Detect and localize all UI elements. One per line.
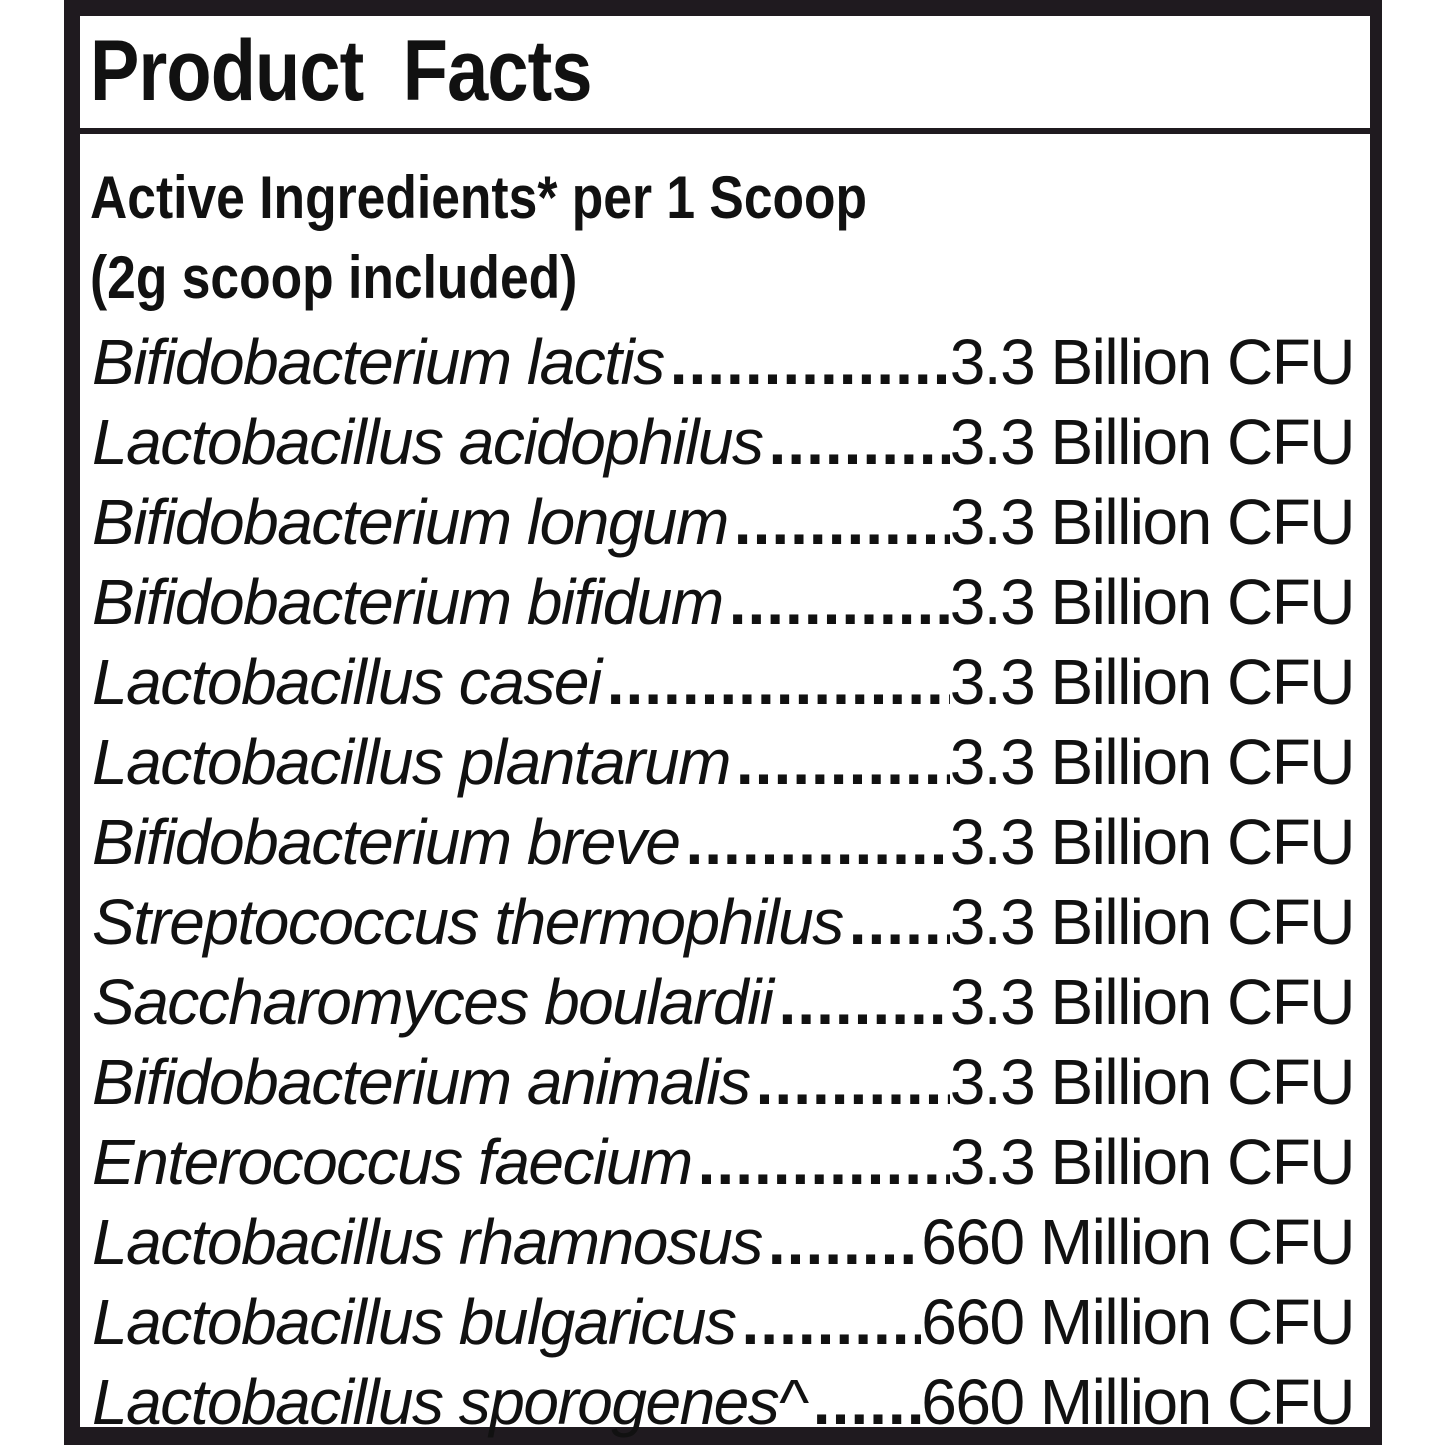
ingredient-name: Streptococcus thermophilus [92,886,843,958]
ingredient-name: Lactobacillus plantarum [92,726,730,798]
dot-leader [763,402,950,482]
ingredient-name: Saccharomyces boulardii [92,966,773,1038]
dot-leader [736,1282,922,1362]
ingredient-name: Bifidobacterium animalis [92,1046,750,1118]
dot-leader [679,802,949,882]
ingredient-row [92,402,1354,482]
dot-leader [728,482,950,562]
ingredient-name: Bifidobacterium breve [92,806,680,878]
dot-leader [773,962,950,1042]
ingredient-row [92,642,1354,722]
dot-leader [692,1122,950,1202]
panel-title: Product Facts [90,23,592,119]
dot-leader [807,1362,921,1442]
ingredient-row [92,722,1354,802]
ingredient-row [92,1202,1354,1282]
serving-heading-line2: (2g scoop included) [90,244,578,311]
ingredient-amount: 3.3 Billion CFU [949,566,1354,638]
dot-leader [601,642,950,722]
title-divider [80,128,1370,134]
ingredient-name: Lactobacillus sporogenes^ [92,1366,807,1438]
ingredient-list [92,322,1354,1442]
ingredient-name: Enterococcus faecium [92,1126,692,1198]
dot-leader [723,562,950,642]
ingredient-amount: 3.3 Billion CFU [949,646,1354,718]
ingredient-amount: 3.3 Billion CFU [949,806,1354,878]
ingredient-row [92,562,1354,642]
ingredient-row [92,882,1354,962]
dot-leader [843,882,950,962]
ingredient-amount: 3.3 Billion CFU [949,326,1354,398]
ingredient-row [92,802,1354,882]
ingredient-amount: 660 Million CFU [921,1366,1354,1438]
ingredient-row [92,1042,1354,1122]
dot-leader [762,1202,921,1282]
ingredient-row [92,1122,1354,1202]
ingredient-row [92,1282,1354,1362]
ingredient-amount: 3.3 Billion CFU [949,1126,1354,1198]
ingredient-amount: 3.3 Billion CFU [949,966,1354,1038]
ingredient-amount: 3.3 Billion CFU [949,1046,1354,1118]
ingredient-amount: 3.3 Billion CFU [949,726,1354,798]
dot-leader [664,322,950,402]
ingredient-name: Bifidobacterium longum [92,486,728,558]
ingredient-amount: 660 Million CFU [921,1286,1354,1358]
ingredient-row [92,962,1354,1042]
ingredient-row [92,322,1354,402]
ingredient-amount: 3.3 Billion CFU [949,486,1354,558]
ingredient-row [92,482,1354,562]
ingredient-row [92,1362,1354,1442]
ingredient-name: Lactobacillus rhamnosus [92,1206,762,1278]
dot-leader [750,1042,950,1122]
ingredient-name: Lactobacillus acidophilus [92,406,763,478]
ingredient-name: Bifidobacterium bifidum [92,566,723,638]
serving-heading-line1: Active Ingredients* per 1 Scoop [90,164,868,231]
ingredient-name: Bifidobacterium lactis [92,326,664,398]
ingredient-amount: 3.3 Billion CFU [949,406,1354,478]
ingredient-name: Lactobacillus casei [92,646,601,718]
ingredient-name: Lactobacillus bulgaricus [92,1286,736,1358]
ingredient-amount: 660 Million CFU [921,1206,1354,1278]
dot-leader [730,722,950,802]
ingredient-amount: 3.3 Billion CFU [949,886,1354,958]
product-facts-panel [80,16,1370,1438]
